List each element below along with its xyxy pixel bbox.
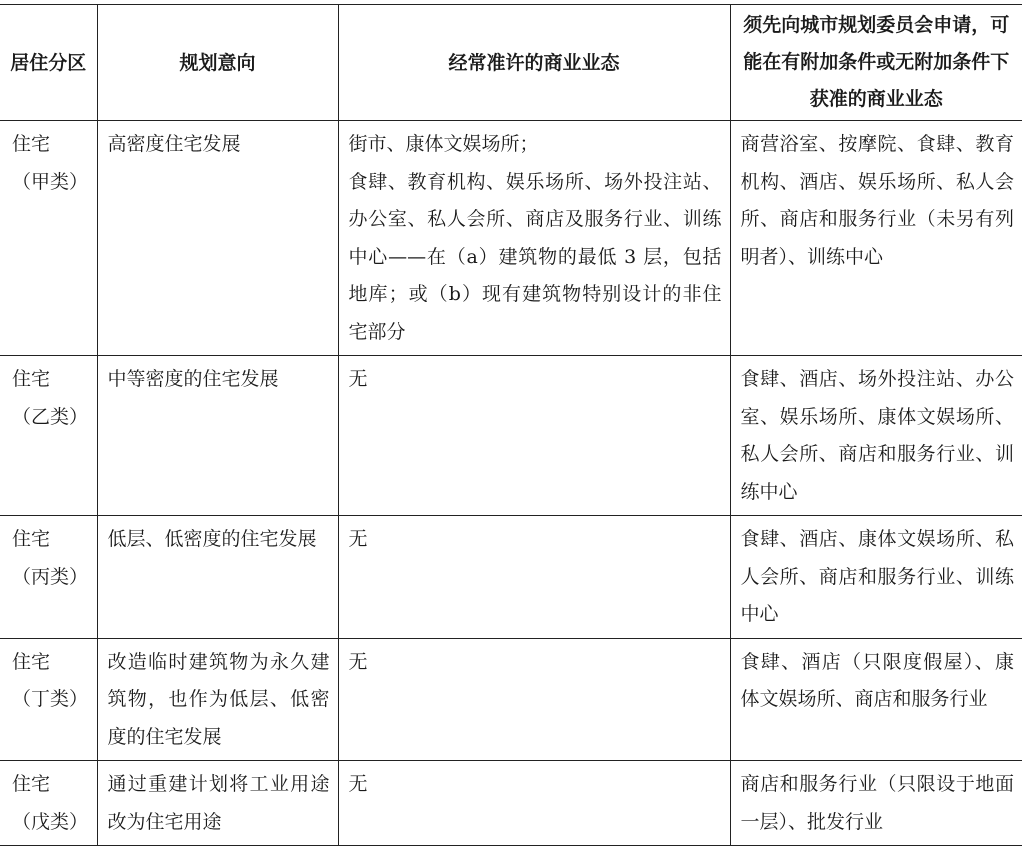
header-zone: 居住分区: [0, 5, 97, 121]
intent-cell: 改造临时建筑物为永久建筑物，也作为低层、低密度的住宅发展: [97, 638, 338, 761]
intent-cell: 低层、低密度的住宅发展: [97, 516, 338, 639]
permitted-line: 无: [348, 773, 368, 795]
zone-name: 住宅: [12, 528, 51, 550]
permitted-cell: [338, 516, 730, 639]
permitted-line: 街市、康体文娱场所；: [348, 133, 539, 155]
application-cell: 食肆、酒店、场外投注站、办公室、娱乐场所、康体文娱场所、私人会所、商店和服务行业、训练中心: [730, 356, 1022, 516]
application-cell: 食肆、酒店、康体文娱场所、私人会所、商店和服务行业、训练中心: [730, 516, 1022, 639]
permitted-cell: [338, 761, 730, 846]
intent-cell: 通过重建计划将工业用途改为住宅用途: [97, 761, 338, 846]
table-row: [0, 638, 1022, 761]
header-permitted: 经常准许的商业业态: [338, 5, 730, 121]
intent-cell: 高密度住宅发展: [97, 121, 338, 356]
permitted-cell: [338, 638, 730, 761]
zone-subtype: （丙类）: [12, 565, 89, 588]
table-row: [0, 516, 1022, 639]
zoning-table: [0, 4, 1022, 846]
zone-cell: [0, 761, 97, 846]
zone-cell: [0, 121, 97, 356]
permitted-line: 无: [348, 368, 368, 390]
permitted-cell: [338, 356, 730, 516]
zone-subtype: （甲类）: [12, 170, 89, 193]
zone-cell: [0, 638, 97, 761]
permitted-line: 无: [348, 650, 368, 673]
permitted-line: 食肆、教育机构、娱乐场所、场外投注站、办公室、私人会所、商店及服务行业、训练中心——在（a）建筑物的最低 3 层，包括地库；或（b）现有建筑物特别设计的非住宅部分: [348, 170, 722, 343]
zone-subtype: （乙类）: [12, 405, 89, 428]
header-intent: 规划意向: [97, 5, 338, 121]
zone-cell: [0, 516, 97, 639]
application-cell: 商店和服务行业（只限设于地面一层）、批发行业: [730, 761, 1022, 846]
zone-name: 住宅: [12, 368, 51, 390]
zone-name: 住宅: [12, 133, 51, 155]
table-header: [0, 5, 1022, 121]
zone-name: 住宅: [12, 773, 51, 795]
header-application: 须先向城市规划委员会申请，可能在有附加条件或无附加条件下获准的商业业态: [730, 5, 1022, 121]
intent-cell: 中等密度的住宅发展: [97, 356, 338, 516]
zone-name: 住宅: [12, 650, 51, 673]
table-row: [0, 761, 1022, 846]
application-cell: 商营浴室、按摩院、食肆、教育机构、酒店、娱乐场所、私人会所、商店和服务行业（未另有列明者）、训练中心: [730, 121, 1022, 356]
zone-subtype: （丁类）: [12, 688, 89, 710]
permitted-line: 无: [348, 528, 368, 550]
zone-cell: [0, 356, 97, 516]
permitted-cell: [338, 121, 730, 356]
zone-subtype: （戊类）: [12, 810, 89, 833]
application-cell: 食肆、酒店（只限度假屋）、康体文娱场所、商店和服务行业: [730, 638, 1022, 761]
table-body: [0, 121, 1022, 846]
table-row: [0, 121, 1022, 356]
table-row: [0, 356, 1022, 516]
